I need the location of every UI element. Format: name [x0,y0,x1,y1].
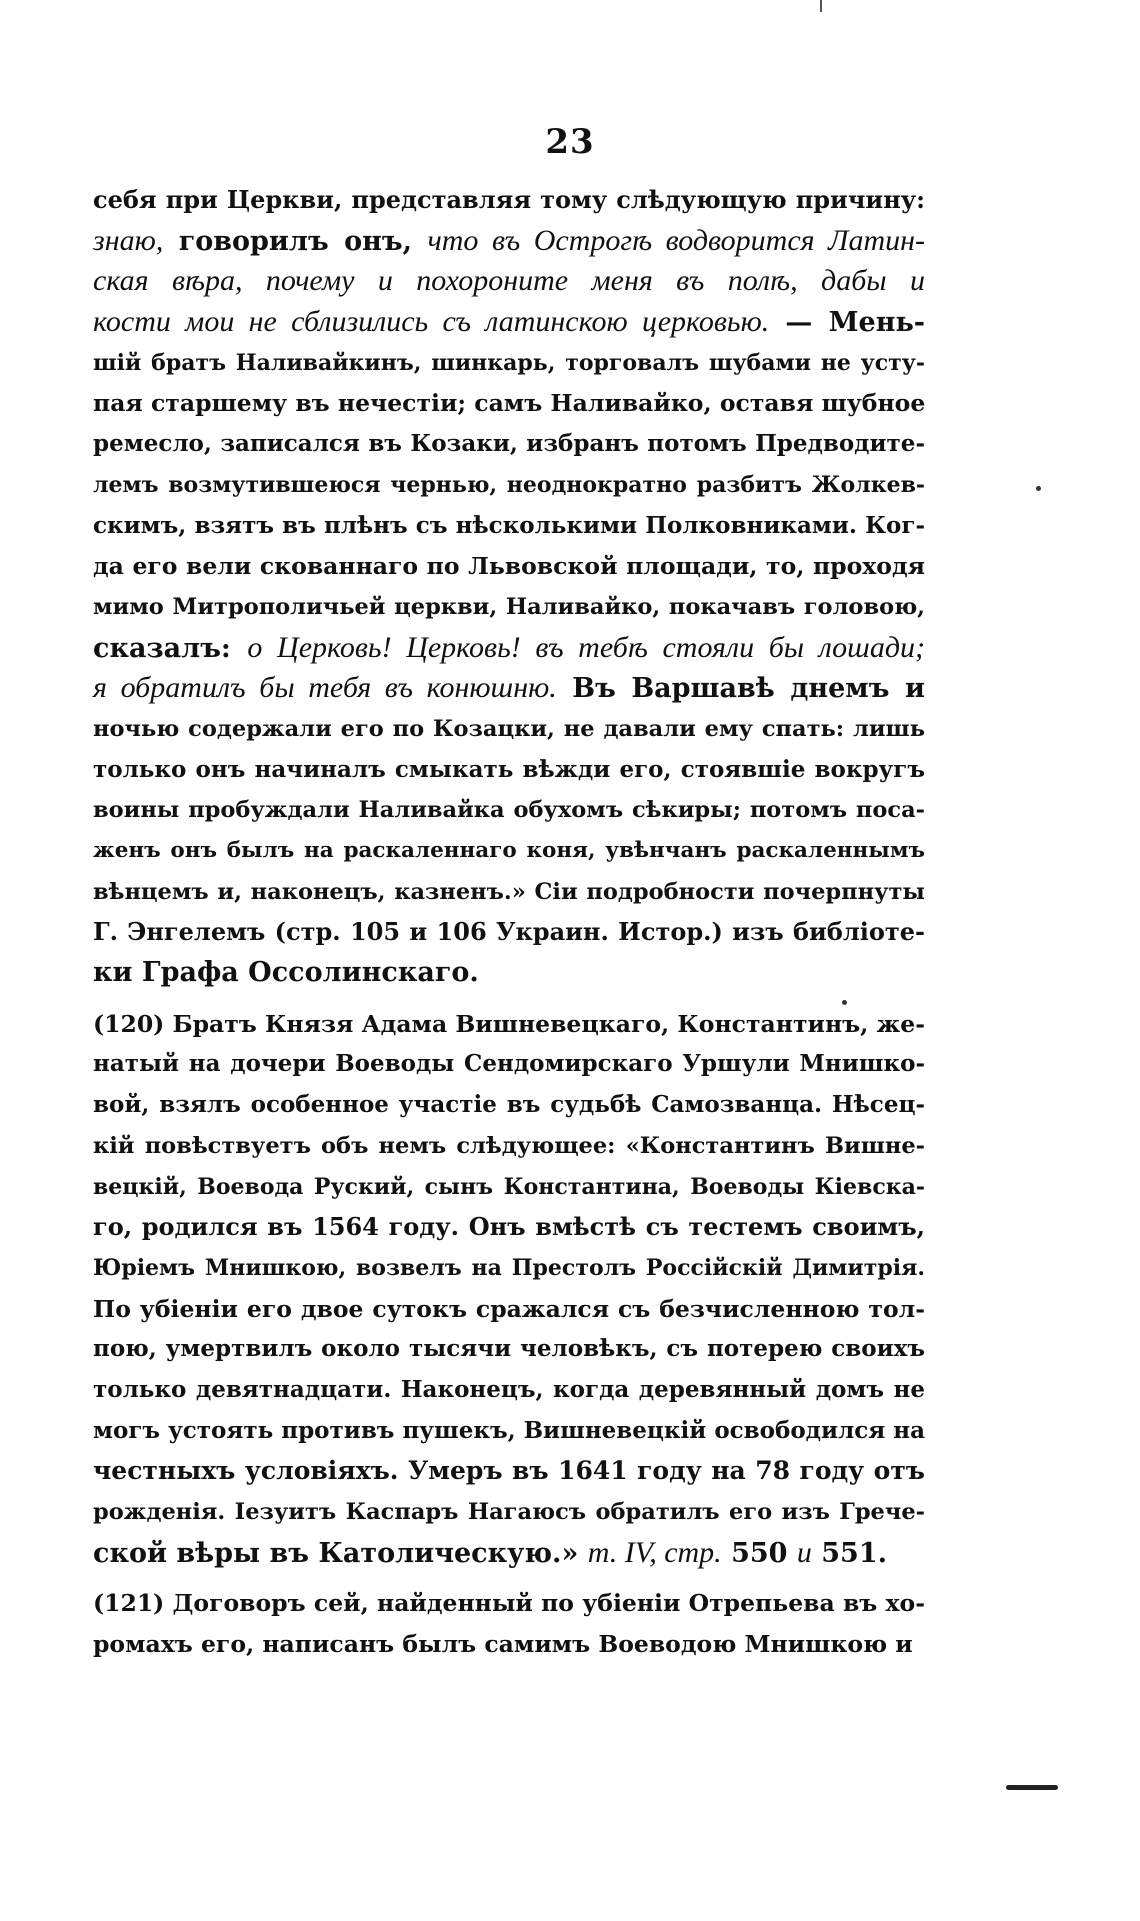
text-segment: го, родился въ 1564 году. Онъ вмѣстѣ съ тестемъ своимъ, [93,1212,925,1242]
text-line [93,383,925,424]
text-segment: Г. Энгелемъ (стр. 105 и 106 Украин. Истор.) изъ библіоте- [93,917,925,947]
text-line [93,221,925,262]
text-segment: скимъ, взятъ въ плѣнъ съ нѣсколькими Полковниками. Ког- [93,511,925,539]
text-line [93,668,925,709]
text-line [93,1370,925,1411]
scan-artifact-tick [820,0,822,12]
scan-artifact-dot [842,1000,847,1005]
text-segment: По убіеніи его двое сутокъ сражался съ безчисленною тол- [93,1294,925,1323]
text-segment: рожденія. Іезуитъ Каспаръ Нагаюсъ обратилъ его изъ Грече- [93,1499,925,1525]
text-line [93,1583,925,1624]
scan-artifact-dash [1006,1785,1058,1790]
italic-text: ская вѣра, почему и похороните меня въ полѣ, дабы и [93,264,925,298]
text-segment: мимо Митрополичьей церкви, Наливайко, покачавъ головою, [93,593,925,620]
text-segment: говорилъ онъ, [163,225,428,257]
italic-text: знаю, [93,223,164,257]
text-segment: шій братъ Наливайкинъ, шинкарь, торговалъ шубами не усту- [93,349,925,376]
text-segment: пая старшему въ нечестіи; самъ Наливайко, оставя шубное [93,389,926,418]
text-segment: пою, умертвилъ около тысячи человѣкъ, съ потерею своихъ [93,1335,925,1363]
text-line [93,180,925,221]
italic-text: т. IV, стр. [587,1535,722,1569]
text-segment: 550 [721,1537,797,1569]
italic-text: о Церковь! Церковь! въ тебѣ стояли бы лошади; [247,630,925,664]
italic-text: что въ Острогѣ водворится Латин- [427,223,925,257]
text-line [93,1044,925,1085]
text-line [93,1085,925,1126]
text-line [93,912,925,953]
text-segment: вѣнцемъ и, наконецъ, казненъ.» Сіи подробности почерпнуты [93,878,925,905]
text-segment: вой, взялъ особенное участіе въ судьбѣ Самозванца. Нѣсец- [93,1091,925,1119]
text-line [93,1248,925,1289]
text-segment: — Мень- [769,307,925,339]
text-segment: себя при Церкви, представляя тому слѣдующую причину: [93,185,925,214]
text-line [93,1533,925,1574]
text-segment: ромахъ его, написанъ былъ самимъ Воеводою Мнишкою и [93,1630,913,1659]
text-line [93,1167,925,1208]
italic-text: и [796,1535,812,1569]
body-text [93,180,925,1665]
text-line [93,750,925,791]
text-line [93,1207,925,1248]
text-segment: только онъ начиналъ смыкать вѣжди его, стоявшіе вокругъ [93,755,925,783]
text-line [93,1126,925,1167]
text-segment: 551. [811,1537,888,1569]
text-line [93,872,925,913]
text-segment: кій повѣствуетъ объ немъ слѣдующее: «Константинъ Вишне- [93,1132,925,1159]
text-line [93,1451,925,1492]
text-line [93,831,925,872]
text-line [93,1289,925,1330]
text-segment: сказалъ: [93,632,248,664]
text-segment: Юріемъ Мнишкою, возвелъ на Престолъ Россійскій Димитрія. [93,1254,925,1281]
text-segment: только девятнадцати. Наконецъ, когда деревянный домъ не [93,1375,925,1403]
text-line [93,1329,925,1370]
text-line [93,1492,925,1533]
text-segment: Въ Варшавѣ днемъ и [556,673,925,705]
text-line [93,628,925,669]
text-line [93,1004,925,1045]
text-segment: честныхъ условіяхъ. Умеръ въ 1641 году на 78 году отъ [93,1456,925,1486]
page-number: 23 [545,122,595,162]
text-segment: воины пробуждали Наливайка обухомъ сѣкиры; потомъ поса- [93,797,925,824]
italic-text: кости мои не сблизились съ латинскою церковью. [93,305,770,339]
text-segment: вецкій, Воевода Руский, сынъ Константина, Воеводы Кіевска- [93,1173,925,1200]
text-line [93,587,925,628]
text-line [93,709,925,750]
text-line [93,953,925,994]
text-segment: женъ онъ былъ на раскаленнаго коня, увѣнчанъ раскаленнымъ [93,838,925,863]
text-line [93,343,925,384]
text-line [93,465,925,506]
text-line [93,546,925,587]
italic-text: я обратилъ бы тебя въ конюшню. [93,671,557,705]
text-segment: ской вѣры въ Католическую.» [93,1537,588,1569]
text-segment: ки Графа Оссолинскаго. [93,957,479,989]
text-segment: натый на дочери Воеводы Сендомирскаго Уршули Мнишко- [93,1050,925,1078]
scan-artifact-dot [1036,486,1041,491]
text-line [93,302,925,343]
text-segment: да его вели скованнаго по Львовской площади, то, проходя [93,552,925,581]
text-segment: (120) Братъ Князя Адама Вишневецкаго, Константинъ, же- [93,1009,925,1038]
text-line [93,261,925,302]
text-segment: ночью содержали его по Козацки, не давали ему спать: лишь [93,715,925,742]
text-segment: лемъ возмутившеюся чернью, неоднократно разбитъ Жолкев- [93,471,925,498]
text-segment: ремесло, записался въ Козаки, избранъ потомъ Предводите- [93,430,925,458]
text-segment: (121) Договоръ сей, найденный по убіеніи Отрепьева въ хо- [93,1589,925,1618]
text-line [93,1624,925,1665]
text-line [93,506,925,547]
text-line [93,424,925,465]
text-line [93,1411,925,1452]
text-line [93,790,925,831]
text-segment: могъ устоять противъ пушекъ, Вишневецкій освободился на [93,1416,926,1444]
